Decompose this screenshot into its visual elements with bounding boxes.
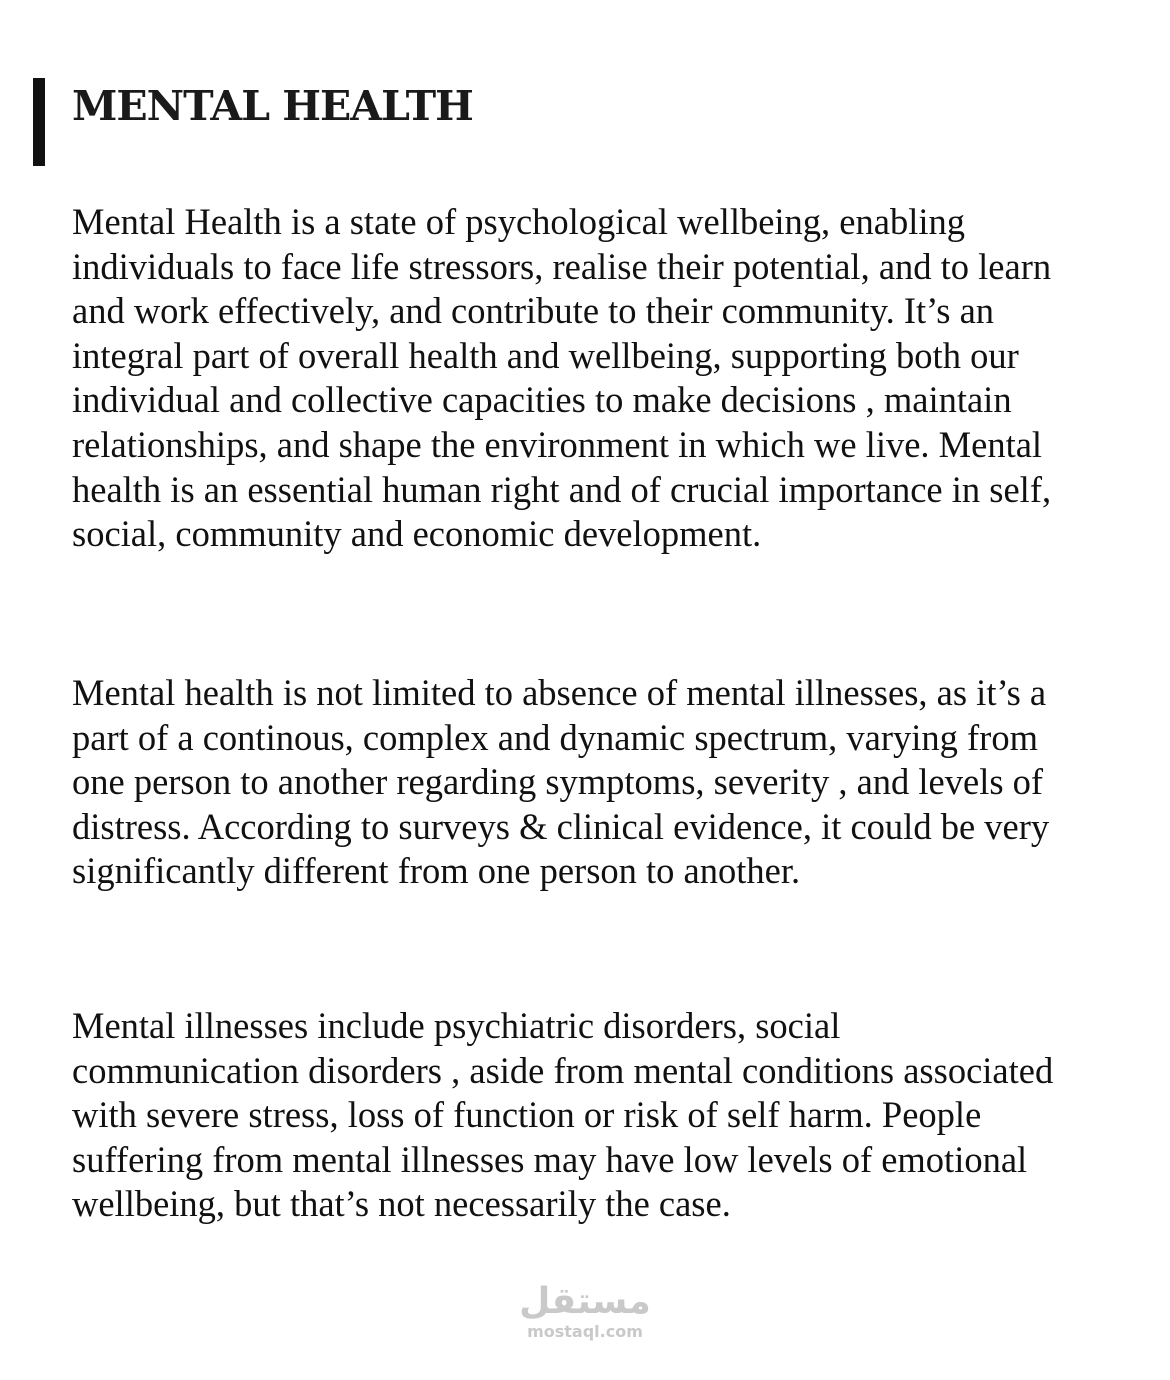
paragraph-line: integral part of overall health and wellbeing, supporting both our xyxy=(72,334,1019,376)
paragraph-definition xyxy=(72,200,1132,557)
paragraph-line: communication disorders , aside from mental conditions associated xyxy=(72,1049,1054,1091)
paragraph-line: individuals to face life stressors, realise their potential, and to learn xyxy=(72,245,1052,287)
paragraph-line: significantly different from one person to another. xyxy=(72,850,801,892)
paragraph-line: Mental health is not limited to absence of mental illnesses, as it’s a xyxy=(72,672,1047,713)
paragraph-line: Mental Health is a state of psychological wellbeing, enabling xyxy=(72,201,965,242)
watermark-url: mostaql.com xyxy=(527,1322,643,1341)
watermark-logo-text: مستقل xyxy=(519,1281,651,1322)
paragraph-line: one person to another regarding symptoms, severity , and levels of xyxy=(72,761,1044,803)
title-accent-bar xyxy=(33,78,45,166)
paragraph-line: and work effectively, and contribute to their community. It’s an xyxy=(72,290,995,332)
paragraph-line: health is an essential human right and of crucial importance in self, xyxy=(72,468,1052,510)
paragraph-line: part of a continous, complex and dynamic spectrum, varying from xyxy=(72,716,1038,758)
paragraph-spectrum xyxy=(72,671,1132,894)
page-title: MENTAL HEALTH xyxy=(72,82,473,130)
paragraph-line: suffering from mental illnesses may have low levels of emotional xyxy=(72,1138,1028,1180)
paragraph-line: wellbeing, but that’s not necessarily the case. xyxy=(72,1183,731,1225)
paragraph-illnesses xyxy=(72,1004,1132,1227)
paragraph-line: social, community and economic development. xyxy=(72,513,762,555)
paragraph-line: Mental illnesses include psychiatric disorders, social xyxy=(72,1005,841,1046)
paragraph-line: relationships, and shape the environment in which we live. Mental xyxy=(72,423,1043,465)
paragraph-line: distress. According to surveys & clinical evidence, it could be very xyxy=(72,805,1050,847)
paragraph-line: individual and collective capacities to make decisions , maintain xyxy=(72,379,1012,421)
paragraph-line: with severe stress, loss of function or risk of self harm. People xyxy=(72,1094,982,1136)
mostaql-watermark xyxy=(500,1282,670,1342)
